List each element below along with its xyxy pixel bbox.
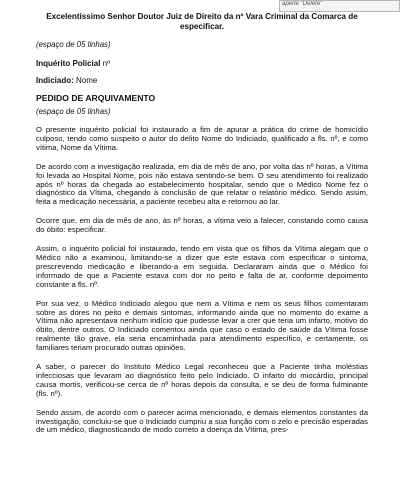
paragraph-4: Assim, o inquérito policial foi instaurado, tendo em vista que os filhos da Vítima alegam que o Médico não a examinou, limitando-se a dizer que este estava com especificar o sintoma, prescrevendo medicação e liberando-a em seguida. Declararam ainda que o Médico foi informado de que a Paciente estava com dor no peito e falta de ar, conforme depoimento constante a fls. nº. — [36, 244, 368, 289]
paragraph-3: Ocorre que, em dia de mês de ano, às nº horas, a vítima veio a falecer, constando como causa do óbito: especificar. — [36, 216, 368, 235]
indiciado-value: Nome — [73, 76, 98, 85]
paragraph-1: O presente inquérito policial foi instaurado a fim de apurar a prática do crime de homicídio culposo, tendo como suspeito o autor do delito Nome do Indiciado, qualificado a fls. nº, e como vítima, Nome da Vítima. — [36, 125, 368, 152]
petition-heading: Excelentíssimo Senhor Doutor Juiz de Direito da nº Vara Criminal da Comarca de especificar. — [46, 12, 358, 31]
delete-hint-text: aperte "Delete" — [282, 1, 323, 7]
document-body — [36, 12, 368, 435]
spacing-note: (espaço de 05 linhas) — [36, 40, 111, 49]
indiciado-field — [36, 76, 368, 85]
delete-hint-box — [279, 0, 400, 12]
inquerito-label: Inquérito Policial — [36, 59, 101, 68]
paragraph-6: A saber, o parecer do Instituto Médico Legal reconheceu que a Paciente tinha moléstias infecciosas que levaram ao diagnóstico feito pelo Indiciado. O infarto do miocárdio, principal causa mortis, verificou-se cerca de nº horas depois da consulta, e se deu de forma fulminante (fls. nº). — [36, 362, 368, 398]
inquerito-field — [36, 59, 368, 68]
section-title: PEDIDO DE ARQUIVAMENTO — [36, 93, 156, 103]
paragraph-7: Sendo assim, de acordo com o parecer acima mencionado, e demais elementos constantes da investigação, concluiu-se que o Indiciado cumpriu a sua função com o zelo e precisão esperadas de um médico, diagnosticando de modo correto a doença da Vítima, pres- — [36, 407, 368, 435]
inquerito-value: nº — [100, 59, 111, 68]
paragraph-5: Por sua vez, o Médico Indiciado alegou que nem a Vítima e nem os seus filhos comentaram sobre as dores no peito e demais sintomas, informando ainda que no momento do exame a Vítima não apresentava nenhum indício que pudesse levar a crer que teria um infarto, motivo do óbito, dentre outros. O Indiciado comentou ainda que caso o estado de saúde da Vítima fosse realmente tão grave, ela seria encaminhada para atendimento específico, e certamente, os familiares teriam procurado outras opiniões. — [36, 298, 368, 353]
paragraph-2: De acordo com a investigação realizada, em dia de mês de ano, por volta das nº horas, a Vítima foi levada ao Hospital Nome, pois não estava sentindo-se bem. O seu atendimento foi realizado após nº horas da chegada ao estabelecimento hospitalar, sendo que o Médico Nome fez o diagnóstico da Vítima, chegando à conclusão de que relatar o relatório médico. Sendo assim, feita a medicação necessária, a paciente recebeu alta e retornou ao lar. — [36, 161, 368, 207]
indiciado-label: Indiciado: — [36, 76, 74, 85]
spacing-note: (espaço de 05 linhas) — [36, 107, 111, 116]
